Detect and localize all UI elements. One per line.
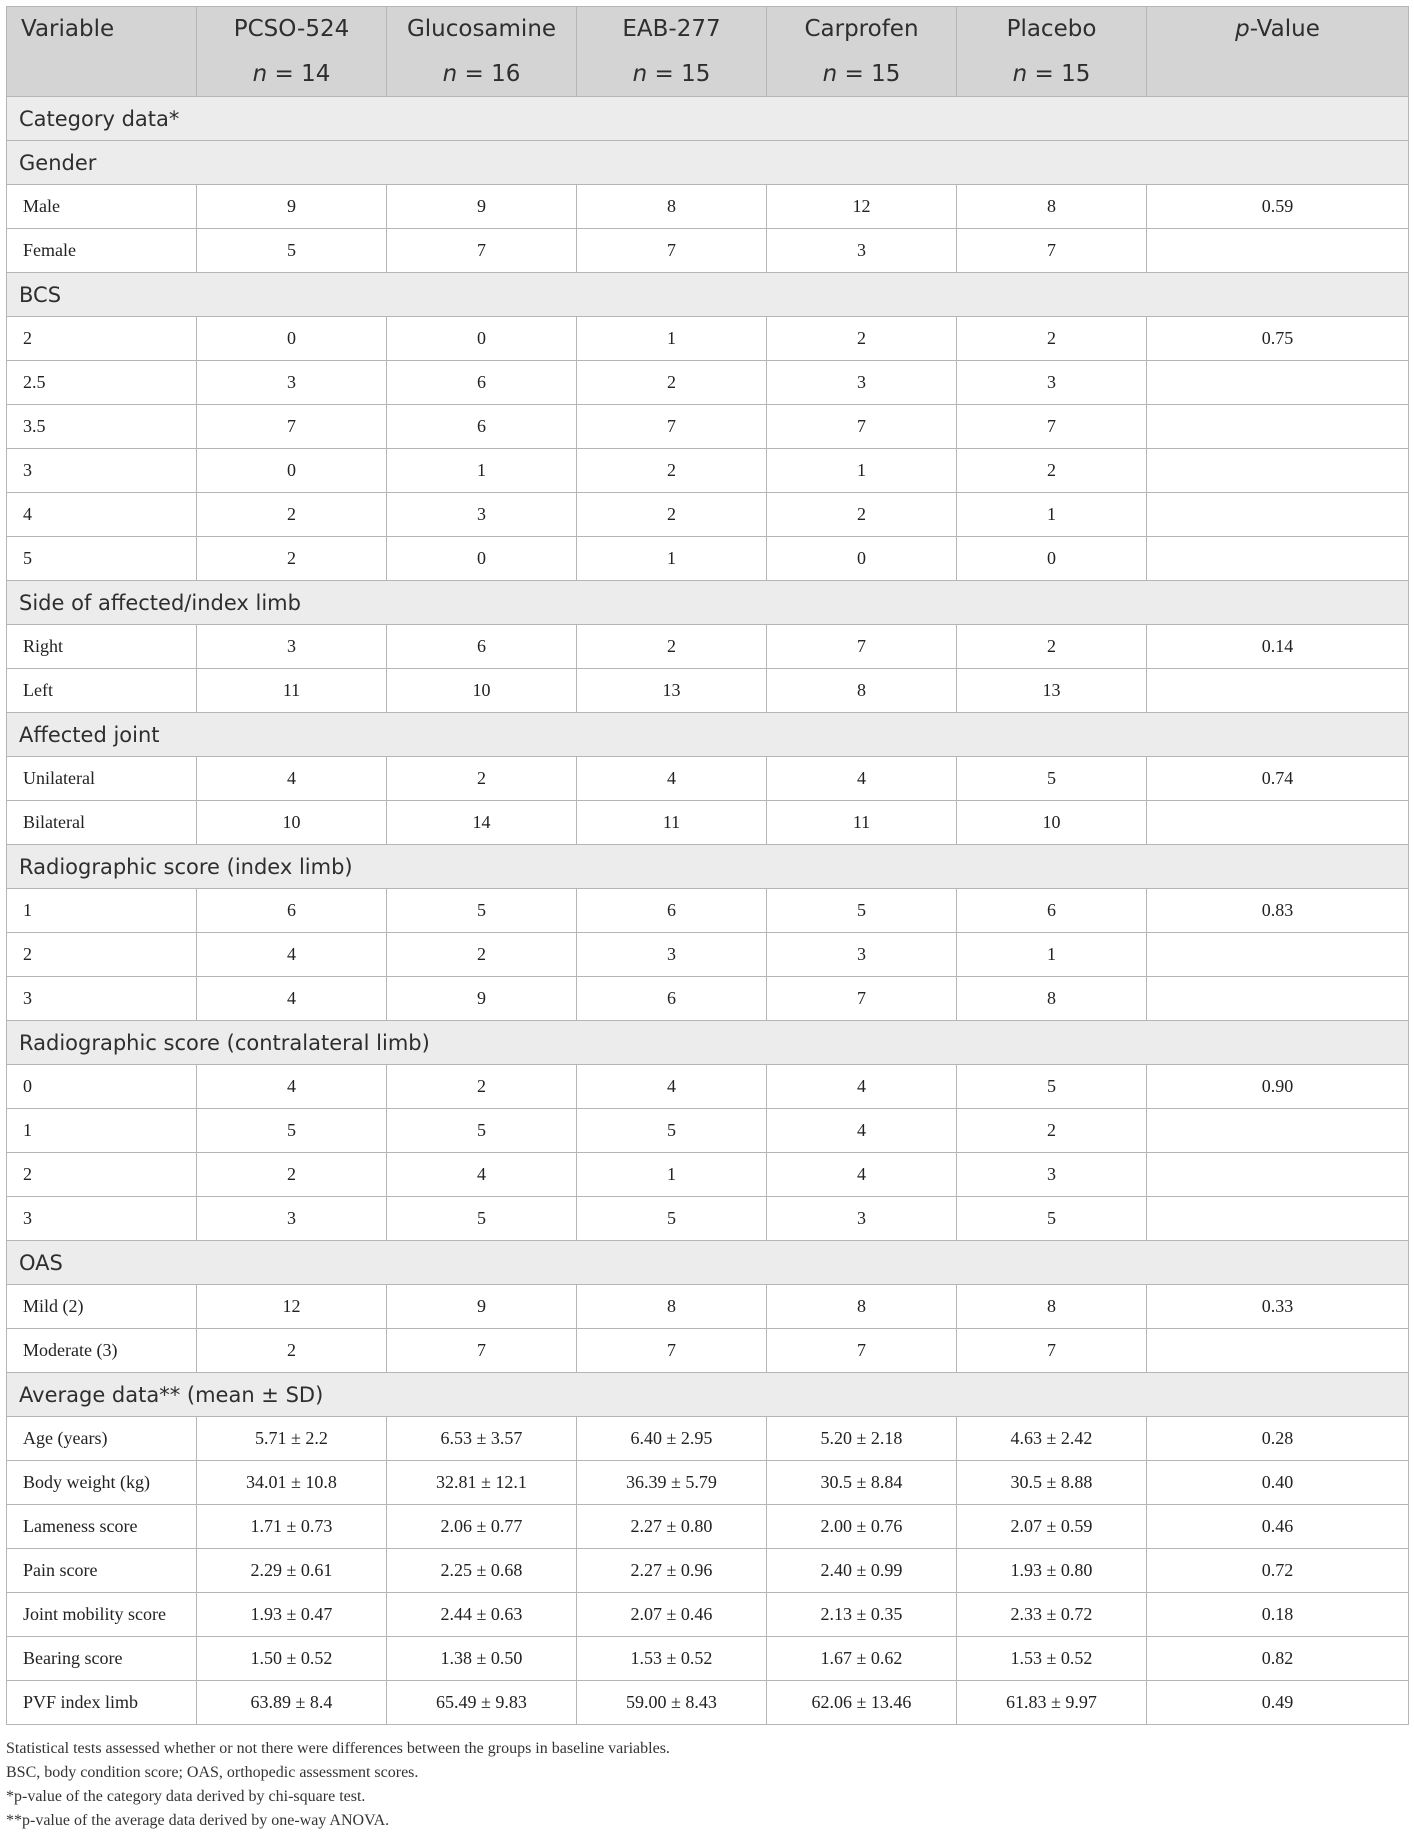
table-cell: 2: [387, 757, 577, 801]
p-value-cell: [1147, 405, 1409, 449]
table-cell: 0: [387, 317, 577, 361]
row-label: 2: [7, 317, 197, 361]
header-variable: Variable: [7, 7, 197, 52]
table-cell: 13: [957, 669, 1147, 713]
n-italic: n: [822, 60, 838, 87]
p-value-cell: 0.74: [1147, 757, 1409, 801]
table-body: [7, 97, 1409, 1725]
table-cell: 2: [767, 493, 957, 537]
table-cell: 3: [767, 361, 957, 405]
table-cell: 2.44 ± 0.63: [387, 1593, 577, 1637]
table-cell: 3: [387, 493, 577, 537]
table-cell: 8: [957, 185, 1147, 229]
section-title: Gender: [7, 141, 1409, 185]
p-value-cell: 0.14: [1147, 625, 1409, 669]
header-group-eab: EAB-277: [577, 7, 767, 52]
p-value-cell: 0.90: [1147, 1065, 1409, 1109]
section-header-row: [7, 273, 1409, 317]
n-italic: n: [252, 60, 268, 87]
section-header-row: [7, 845, 1409, 889]
table-cell: 1.71 ± 0.73: [197, 1505, 387, 1549]
table-cell: 30.5 ± 8.88: [957, 1461, 1147, 1505]
table-cell: 7: [387, 229, 577, 273]
table-cell: 6: [387, 405, 577, 449]
row-label: Bilateral: [7, 801, 197, 845]
table-cell: 1: [957, 933, 1147, 977]
row-label: 2: [7, 933, 197, 977]
table-cell: 6: [197, 889, 387, 933]
table-cell: 0: [767, 537, 957, 581]
section-title: Side of affected/index limb: [7, 581, 1409, 625]
table-row: [7, 1461, 1409, 1505]
row-label: Moderate (3): [7, 1329, 197, 1373]
table-row: [7, 229, 1409, 273]
table-cell: 8: [577, 185, 767, 229]
table-cell: 8: [957, 1285, 1147, 1329]
table-cell: 7: [767, 405, 957, 449]
table-cell: 5: [957, 757, 1147, 801]
table-row: [7, 1329, 1409, 1373]
section-header-row: [7, 1021, 1409, 1065]
header-group-pcso: PCSO-524: [197, 7, 387, 52]
table-row: [7, 1285, 1409, 1329]
baseline-table: [6, 6, 1409, 1725]
p-italic: p: [1235, 16, 1250, 43]
table-cell: 2: [197, 1329, 387, 1373]
table-row: [7, 493, 1409, 537]
table-cell: 2.27 ± 0.80: [577, 1505, 767, 1549]
table-cell: 10: [197, 801, 387, 845]
table-cell: 5: [957, 1065, 1147, 1109]
table-cell: 2: [957, 1109, 1147, 1153]
table-cell: 4: [577, 757, 767, 801]
table-cell: 8: [957, 977, 1147, 1021]
n-value: = 15: [654, 60, 711, 87]
row-label: 0: [7, 1065, 197, 1109]
table-cell: 5: [767, 889, 957, 933]
table-cell: 2.07 ± 0.59: [957, 1505, 1147, 1549]
row-label: Age (years): [7, 1417, 197, 1461]
sample-size-eab: [577, 52, 767, 97]
table-cell: 2: [197, 1153, 387, 1197]
table-cell: 2.00 ± 0.76: [767, 1505, 957, 1549]
table-cell: 7: [577, 1329, 767, 1373]
table-cell: 1: [767, 449, 957, 493]
table-cell: 63.89 ± 8.4: [197, 1681, 387, 1725]
sample-size-blank: [7, 52, 197, 97]
table-cell: 3: [957, 361, 1147, 405]
table-cell: 2: [577, 361, 767, 405]
table-row: [7, 317, 1409, 361]
row-label: 3: [7, 449, 197, 493]
table-cell: 7: [957, 1329, 1147, 1373]
table-cell: 4: [767, 1065, 957, 1109]
table-row: [7, 1065, 1409, 1109]
table-cell: 0: [197, 449, 387, 493]
table-cell: 2.29 ± 0.61: [197, 1549, 387, 1593]
table-cell: 1: [577, 317, 767, 361]
table-cell: 14: [387, 801, 577, 845]
table-cell: 2: [197, 537, 387, 581]
table-cell: 5: [197, 1109, 387, 1153]
table-cell: 8: [767, 669, 957, 713]
header-row: [7, 7, 1409, 52]
sample-size-p-blank: [1147, 52, 1409, 97]
table-cell: 4: [197, 933, 387, 977]
table-cell: 2: [197, 493, 387, 537]
table-cell: 3: [767, 229, 957, 273]
table-cell: 7: [767, 1329, 957, 1373]
p-value-cell: 0.49: [1147, 1681, 1409, 1725]
footnote: *p-value of the category data derived by chi-square test.: [6, 1788, 366, 1805]
section-title: Category data*: [7, 97, 1409, 141]
table-cell: 5: [577, 1197, 767, 1241]
table-header: [7, 7, 1409, 97]
table-cell: 1: [577, 1153, 767, 1197]
table-cell: 1.53 ± 0.52: [957, 1637, 1147, 1681]
table-row: [7, 757, 1409, 801]
table-row: [7, 449, 1409, 493]
table-row: [7, 405, 1409, 449]
table-cell: 4.63 ± 2.42: [957, 1417, 1147, 1461]
table-cell: 3: [197, 625, 387, 669]
table-cell: 11: [577, 801, 767, 845]
table-row: [7, 1549, 1409, 1593]
table-cell: 4: [387, 1153, 577, 1197]
p-value-cell: 0.75: [1147, 317, 1409, 361]
p-value-cell: [1147, 493, 1409, 537]
table-row: [7, 669, 1409, 713]
table-cell: 4: [767, 1109, 957, 1153]
p-value-cell: [1147, 361, 1409, 405]
sample-size-glucosamine: [387, 52, 577, 97]
table-cell: 1: [387, 449, 577, 493]
table-cell: 2: [387, 1065, 577, 1109]
n-italic: n: [442, 60, 458, 87]
table-cell: 4: [197, 1065, 387, 1109]
table-cell: 2: [957, 317, 1147, 361]
row-label: Male: [7, 185, 197, 229]
p-value-cell: 0.18: [1147, 1593, 1409, 1637]
p-value-cell: [1147, 1197, 1409, 1241]
table-row: [7, 625, 1409, 669]
section-title: Average data** (mean ± SD): [7, 1373, 1409, 1417]
table-cell: 6: [957, 889, 1147, 933]
p-value-cell: [1147, 669, 1409, 713]
table-cell: 6: [577, 977, 767, 1021]
table-cell: 61.83 ± 9.97: [957, 1681, 1147, 1725]
section-title: Radiographic score (contralateral limb): [7, 1021, 1409, 1065]
p-value-cell: [1147, 1329, 1409, 1373]
section-title: Radiographic score (index limb): [7, 845, 1409, 889]
table-cell: 3: [577, 933, 767, 977]
table-cell: 65.49 ± 9.83: [387, 1681, 577, 1725]
table-cell: 5: [957, 1197, 1147, 1241]
table-cell: 3: [197, 361, 387, 405]
table-cell: 2.25 ± 0.68: [387, 1549, 577, 1593]
table-cell: 62.06 ± 13.46: [767, 1681, 957, 1725]
table-cell: 1.53 ± 0.52: [577, 1637, 767, 1681]
table-cell: 12: [197, 1285, 387, 1329]
section-title: OAS: [7, 1241, 1409, 1285]
p-value-cell: [1147, 1153, 1409, 1197]
p-suffix: -Value: [1249, 16, 1320, 43]
table-container: [6, 6, 1408, 1833]
section-header-row: [7, 1373, 1409, 1417]
row-label: PVF index limb: [7, 1681, 197, 1725]
table-cell: 4: [577, 1065, 767, 1109]
table-cell: 2: [767, 317, 957, 361]
table-cell: 4: [767, 757, 957, 801]
header-group-carprofen: Carprofen: [767, 7, 957, 52]
table-cell: 1.67 ± 0.62: [767, 1637, 957, 1681]
footnote: **p-value of the average data derived by one-way ANOVA.: [6, 1812, 390, 1829]
p-value-cell: [1147, 229, 1409, 273]
table-cell: 5: [197, 229, 387, 273]
n-value: = 16: [464, 60, 521, 87]
table-cell: 1.38 ± 0.50: [387, 1637, 577, 1681]
table-cell: 13: [577, 669, 767, 713]
table-cell: 9: [197, 185, 387, 229]
table-row: [7, 889, 1409, 933]
table-cell: 9: [387, 1285, 577, 1329]
row-label: Unilateral: [7, 757, 197, 801]
table-cell: 32.81 ± 12.1: [387, 1461, 577, 1505]
n-value: = 14: [274, 60, 331, 87]
table-cell: 7: [767, 977, 957, 1021]
table-cell: 2: [577, 493, 767, 537]
table-cell: 0: [387, 537, 577, 581]
p-value-cell: 0.40: [1147, 1461, 1409, 1505]
table-cell: 6: [387, 361, 577, 405]
table-cell: 10: [957, 801, 1147, 845]
p-value-cell: [1147, 537, 1409, 581]
table-cell: 1.50 ± 0.52: [197, 1637, 387, 1681]
row-label: Left: [7, 669, 197, 713]
table-cell: 2.40 ± 0.99: [767, 1549, 957, 1593]
sample-size-row: [7, 52, 1409, 97]
row-label: 3: [7, 1197, 197, 1241]
row-label: 3.5: [7, 405, 197, 449]
section-title: BCS: [7, 273, 1409, 317]
section-header-row: [7, 1241, 1409, 1285]
table-cell: 8: [767, 1285, 957, 1329]
p-value-cell: 0.72: [1147, 1549, 1409, 1593]
row-label: 1: [7, 889, 197, 933]
p-value-cell: 0.33: [1147, 1285, 1409, 1329]
row-label: 5: [7, 537, 197, 581]
table-cell: 7: [577, 405, 767, 449]
row-label: Lameness score: [7, 1505, 197, 1549]
n-italic: n: [632, 60, 648, 87]
table-cell: 5.71 ± 2.2: [197, 1417, 387, 1461]
table-cell: 12: [767, 185, 957, 229]
header-p-value: [1147, 7, 1409, 52]
table-row: [7, 1593, 1409, 1637]
row-label: Bearing score: [7, 1637, 197, 1681]
table-cell: 8: [577, 1285, 767, 1329]
section-title: Affected joint: [7, 713, 1409, 757]
table-cell: 3: [197, 1197, 387, 1241]
table-cell: 9: [387, 977, 577, 1021]
section-header-row: [7, 713, 1409, 757]
table-cell: 3: [957, 1153, 1147, 1197]
table-row: [7, 1505, 1409, 1549]
row-label: Joint mobility score: [7, 1593, 197, 1637]
table-cell: 2.07 ± 0.46: [577, 1593, 767, 1637]
table-cell: 2: [387, 933, 577, 977]
table-row: [7, 933, 1409, 977]
table-cell: 5: [577, 1109, 767, 1153]
row-label: Female: [7, 229, 197, 273]
footnote: BSC, body condition score; OAS, orthopedic assessment scores.: [6, 1764, 419, 1781]
p-value-cell: [1147, 1109, 1409, 1153]
table-cell: 11: [767, 801, 957, 845]
p-value-cell: [1147, 449, 1409, 493]
table-cell: 6: [387, 625, 577, 669]
table-cell: 2: [577, 625, 767, 669]
section-header-row: [7, 581, 1409, 625]
table-cell: 3: [767, 1197, 957, 1241]
table-cell: 0: [957, 537, 1147, 581]
row-label: 2: [7, 1153, 197, 1197]
p-value-cell: [1147, 801, 1409, 845]
sample-size-placebo: [957, 52, 1147, 97]
table-cell: 7: [957, 405, 1147, 449]
table-cell: 2.13 ± 0.35: [767, 1593, 957, 1637]
table-row: [7, 537, 1409, 581]
n-value: = 15: [844, 60, 901, 87]
n-value: = 15: [1034, 60, 1091, 87]
table-cell: 5.20 ± 2.18: [767, 1417, 957, 1461]
table-row: [7, 185, 1409, 229]
sample-size-carprofen: [767, 52, 957, 97]
table-cell: 5: [387, 1109, 577, 1153]
table-cell: 2.06 ± 0.77: [387, 1505, 577, 1549]
table-cell: 5: [387, 1197, 577, 1241]
table-row: [7, 977, 1409, 1021]
table-cell: 30.5 ± 8.84: [767, 1461, 957, 1505]
p-value-cell: [1147, 933, 1409, 977]
table-cell: 2: [957, 625, 1147, 669]
table-cell: 0: [197, 317, 387, 361]
row-label: Pain score: [7, 1549, 197, 1593]
p-value-cell: 0.46: [1147, 1505, 1409, 1549]
header-group-placebo: Placebo: [957, 7, 1147, 52]
table-cell: 7: [577, 229, 767, 273]
table-cell: 36.39 ± 5.79: [577, 1461, 767, 1505]
table-cell: 7: [387, 1329, 577, 1373]
row-label: 1: [7, 1109, 197, 1153]
row-label: 2.5: [7, 361, 197, 405]
p-value-cell: 0.82: [1147, 1637, 1409, 1681]
table-row: [7, 801, 1409, 845]
table-cell: 1.93 ± 0.47: [197, 1593, 387, 1637]
row-label: 4: [7, 493, 197, 537]
table-cell: 10: [387, 669, 577, 713]
table-cell: 9: [387, 185, 577, 229]
table-cell: 5: [387, 889, 577, 933]
section-header-row: [7, 97, 1409, 141]
table-row: [7, 1153, 1409, 1197]
table-cell: 2.27 ± 0.96: [577, 1549, 767, 1593]
table-cell: 7: [197, 405, 387, 449]
n-italic: n: [1012, 60, 1028, 87]
table-cell: 1: [957, 493, 1147, 537]
row-label: Mild (2): [7, 1285, 197, 1329]
table-row: [7, 1417, 1409, 1461]
table-cell: 1: [577, 537, 767, 581]
table-cell: 1.93 ± 0.80: [957, 1549, 1147, 1593]
row-label: 3: [7, 977, 197, 1021]
p-value-cell: 0.83: [1147, 889, 1409, 933]
table-cell: 2.33 ± 0.72: [957, 1593, 1147, 1637]
table-cell: 59.00 ± 8.43: [577, 1681, 767, 1725]
header-group-glucosamine: Glucosamine: [387, 7, 577, 52]
table-row: [7, 1681, 1409, 1725]
section-header-row: [7, 141, 1409, 185]
table-cell: 4: [197, 977, 387, 1021]
table-cell: 3: [767, 933, 957, 977]
table-cell: 4: [767, 1153, 957, 1197]
table-cell: 34.01 ± 10.8: [197, 1461, 387, 1505]
table-cell: 2: [957, 449, 1147, 493]
table-row: [7, 1197, 1409, 1241]
table-cell: 4: [197, 757, 387, 801]
table-cell: 7: [957, 229, 1147, 273]
table-row: [7, 1109, 1409, 1153]
table-cell: 6: [577, 889, 767, 933]
sample-size-pcso: [197, 52, 387, 97]
p-value-cell: [1147, 977, 1409, 1021]
row-label: Body weight (kg): [7, 1461, 197, 1505]
table-cell: 11: [197, 669, 387, 713]
p-value-cell: 0.59: [1147, 185, 1409, 229]
footnote: Statistical tests assessed whether or not there were differences between the groups in baseline variables.: [6, 1740, 670, 1757]
footnotes: [6, 1737, 1408, 1833]
row-label: Right: [7, 625, 197, 669]
table-cell: 6.53 ± 3.57: [387, 1417, 577, 1461]
table-cell: 7: [767, 625, 957, 669]
table-row: [7, 1637, 1409, 1681]
table-cell: 2: [577, 449, 767, 493]
table-cell: 6.40 ± 2.95: [577, 1417, 767, 1461]
p-value-cell: 0.28: [1147, 1417, 1409, 1461]
table-row: [7, 361, 1409, 405]
